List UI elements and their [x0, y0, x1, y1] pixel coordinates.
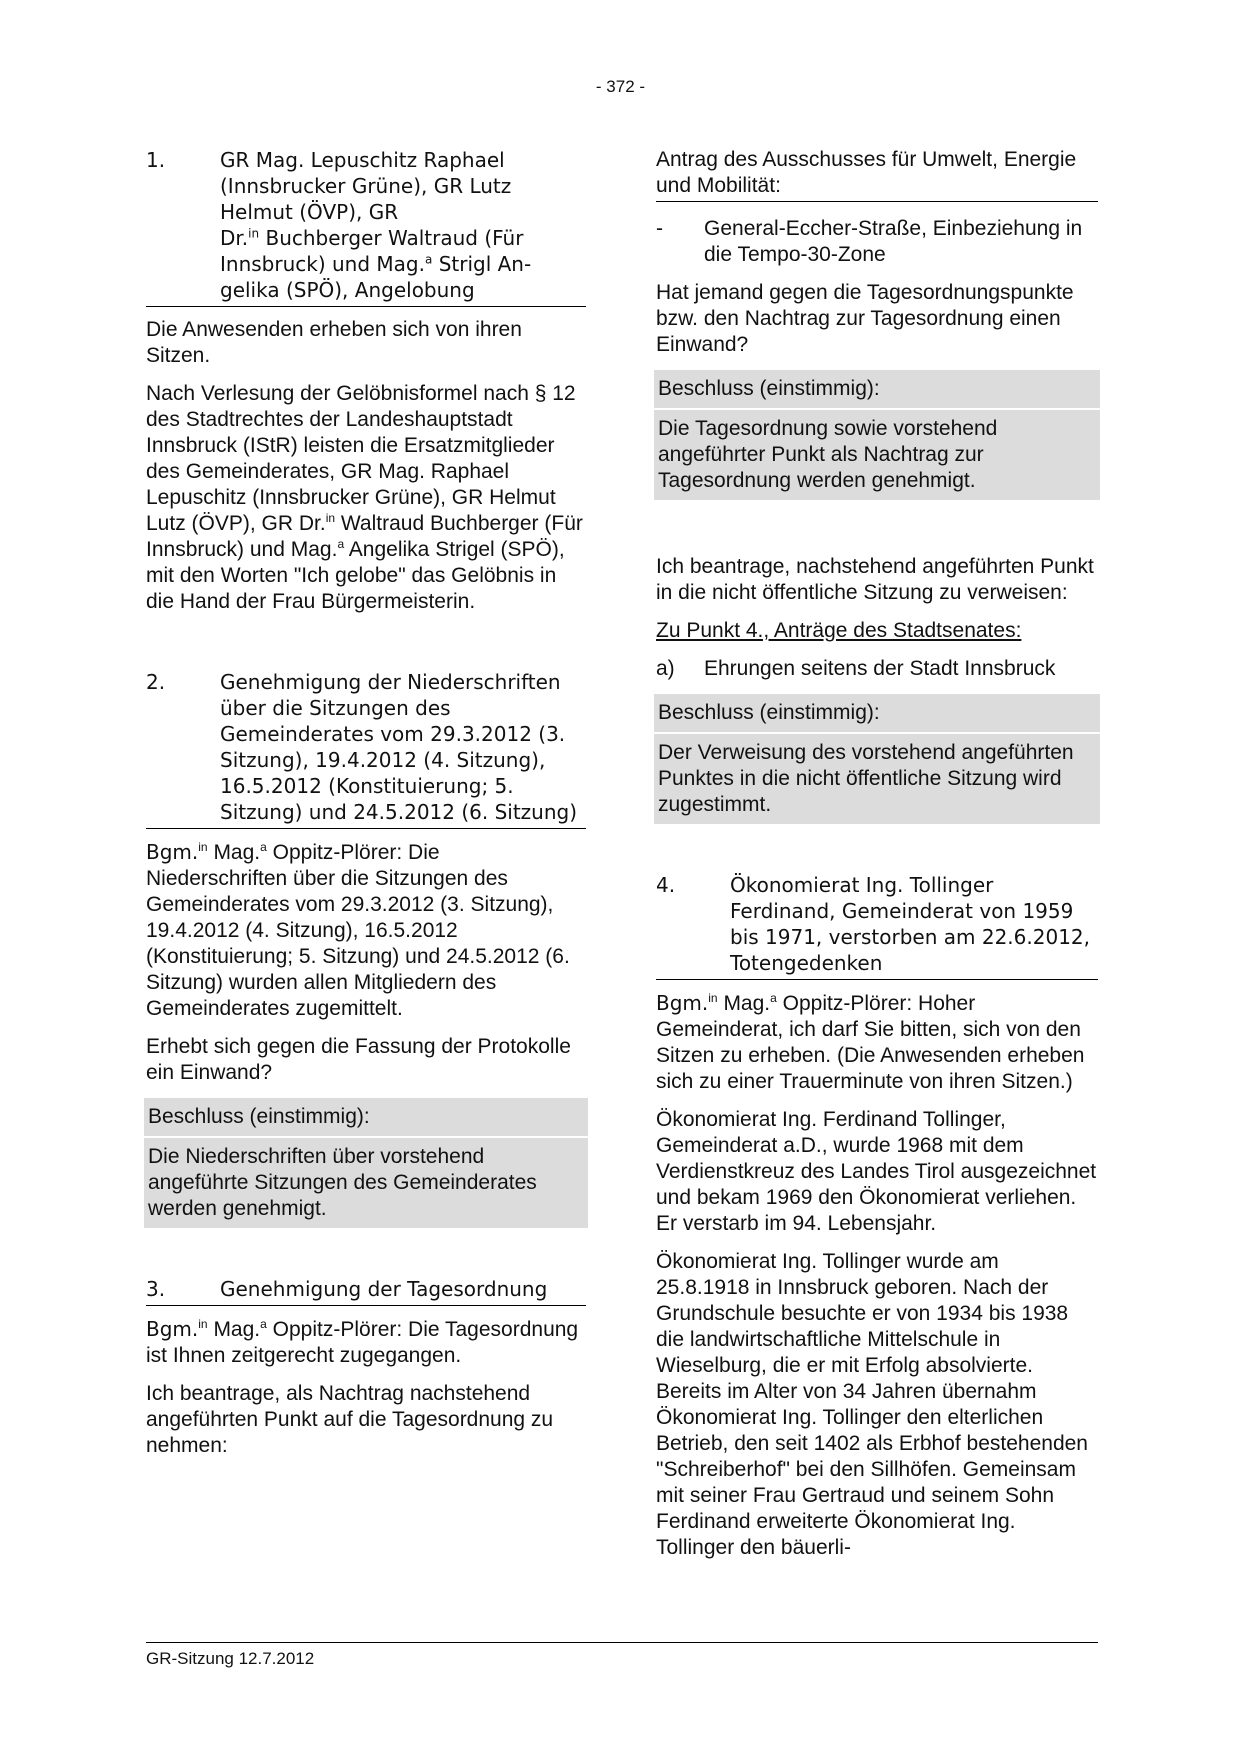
dash-item-text: General-Eccher-Straße, Einbeziehung in die Tempo-30-Zone: [704, 217, 1083, 266]
antrag-heading: Antrag des Ausschusses für Umwelt, Energie und Mobilität:: [656, 147, 1098, 202]
resolution-box: [656, 694, 1098, 824]
item-4-title: Ökonomierat Ing. Tollinger Ferdinand, Gemeinderat von 1959 bis 1971, verstorben am 22.6.2012, Totengedenken: [730, 873, 1090, 975]
item-2-heading: [146, 669, 586, 829]
paragraph-nachtrag: Ich beantrage, als Nachtrag nachstehend angeführten Punkt auf die Tagesordnung zu nehmen:: [146, 1382, 554, 1457]
heading-line: Buchberger Waltraud (Für: [259, 226, 524, 250]
text-run: Mag.: [207, 1318, 261, 1341]
dash-item: [656, 216, 1098, 268]
heading-line: Dr.: [220, 226, 249, 250]
footer-session: GR-Sitzung 12.7.2012: [146, 1649, 315, 1668]
paragraph-tagesordnung: [146, 1316, 586, 1369]
text-run: Bgm.: [146, 840, 199, 864]
superscript: a: [424, 252, 433, 267]
text-run: Bgm.: [656, 991, 709, 1015]
resolution-text: Die Niederschriften über vorstehend angeführte Sitzungen des Gemeinderates werden genehmigt.: [144, 1136, 588, 1228]
item-number: 1.: [146, 148, 166, 172]
text-run: Oppitz-Plörer: Die Niederschriften über die Sitzungen des Gemeinderates vom 29.3.2012 (3. Sitzung), 19.4.2012 (4. Sitzung), 16.5.2012 (Konstituierung; 5. Sitzung) und 24.5.2012 (6. Sitzung) wurden allen Mitgliedern des Gemeinderates zugemittelt.: [146, 841, 570, 1020]
text-run: Waltraud Buchberger (Für Innsbruck) und Mag.: [146, 512, 583, 561]
heading-line: Innsbruck) und Mag.: [220, 252, 425, 276]
item-1-heading: [146, 147, 586, 307]
paragraph-einwand-right: Hat jemand gegen die Tagesordnungspunkte bzw. den Nachtrag zur Tagesordnung einen Einwand?: [656, 281, 1074, 356]
superscript: a: [337, 537, 345, 551]
left-column: [146, 147, 586, 1471]
item-3-heading: [146, 1276, 586, 1306]
item-number: 4.: [656, 873, 676, 897]
text-run: Oppitz-Plörer: Die Tagesordnung ist Ihnen zeitgerecht zugegangen.: [146, 1318, 579, 1367]
right-column: [656, 147, 1098, 1573]
resolution-label: Beschluss (einstimmig):: [654, 694, 1100, 732]
resolution-text: Die Tagesordnung sowie vorstehend angeführter Punkt als Nachtrag zur Tagesordnung werden genehmigt.: [654, 408, 1100, 500]
dash-marker: -: [656, 217, 663, 240]
resolution-box: [146, 1098, 586, 1228]
resolution-text: Der Verweisung des vorstehend angeführten Punktes in die nicht öffentliche Sitzung wird zugestimmt.: [654, 732, 1100, 824]
item-2-title: Genehmigung der Niederschriften über die Sitzungen des Gemeinderates vom 29.3.2012 (3. Sitzung), 19.4.2012 (4. Sitzung), 16.5.2012 (Konstituierung; 5. Sitzung) und 24.5.2012 (6. Sitzung): [220, 670, 578, 824]
resolution-label: Beschluss (einstimmig):: [654, 370, 1100, 408]
resolution-label: Beschluss (einstimmig):: [144, 1098, 588, 1136]
paragraph-verweisen: Ich beantrage, nachstehend angeführten Punkt in die nicht öffentliche Sitzung zu verweisen:: [656, 555, 1094, 604]
item-3-title: Genehmigung der Tagesordnung: [220, 1277, 548, 1301]
superscript: in: [248, 226, 260, 241]
text-run: Mag.: [717, 992, 771, 1015]
superscript: in: [325, 511, 336, 525]
superscript: a: [260, 840, 267, 854]
a-item: [656, 656, 1098, 682]
text-run: Angelika Strigel (SPÖ), mit den Worten "Ich gelobe" das Gelöbnis in die Hand der Frau Bürgermeisterin.: [146, 538, 565, 613]
paragraph-einwand: Erhebt sich gegen die Fassung der Protokolle ein Einwand?: [146, 1035, 571, 1084]
text-run: Bgm.: [146, 1317, 199, 1341]
paragraph-trauerminute: [656, 990, 1098, 1095]
paragraph-geloebnis: [146, 381, 586, 615]
item-4-heading: [656, 872, 1098, 980]
item-1-title: [220, 147, 586, 303]
superscript: a: [770, 991, 777, 1005]
superscript: in: [198, 840, 208, 854]
heading-line: gelika (SPÖ), Angelobung: [220, 278, 475, 302]
a-item-text: Ehrungen seitens der Stadt Innsbruck: [704, 657, 1056, 680]
resolution-box: [656, 370, 1098, 500]
paragraph-verdienstkreuz: Ökonomierat Ing. Ferdinand Tollinger, Gemeinderat a.D., wurde 1968 mit dem Verdienstkreuz des Landes Tirol ausgezeichnet und bekam 1969 den Ökonomierat verliehen. Er verstarb im 94. Lebensjahr.: [656, 1108, 1097, 1235]
heading-line: GR Mag. Lepuschitz Raphael: [220, 148, 505, 172]
heading-line: (Innsbrucker Grüne), GR Lutz: [220, 174, 512, 198]
superscript: a: [260, 1317, 267, 1331]
paragraph-anwesenden: Die Anwesenden erheben sich von ihren Sitzen.: [146, 318, 522, 367]
superscript: in: [198, 1317, 208, 1331]
superscript: in: [708, 991, 718, 1005]
footer-divider: [146, 1642, 1098, 1643]
paragraph-niederschriften: [146, 839, 586, 1022]
text-run: Mag.: [207, 841, 261, 864]
zu-punkt-heading: Zu Punkt 4., Anträge des Stadtsenates:: [656, 619, 1022, 642]
heading-line: Strigl An-: [432, 252, 532, 276]
text-run: Nach Verlesung der Gelöbnisformel nach § 12 des Stadtrechtes der Landeshauptstadt Innsbruck (IStR) leisten die Ersatzmitglieder des Gemeinderates, GR Mag. Raphael Lepuschitz (Innsbrucker Grüne), GR Helmut Lutz (ÖVP), GR Dr.: [146, 382, 576, 535]
item-number: 3.: [146, 1277, 166, 1301]
heading-line: Helmut (ÖVP), GR: [220, 200, 399, 224]
text-run: Oppitz-Plörer: Hoher Gemeinderat, ich darf Sie bitten, sich von den Sitzen zu erheben. (Die Anwesenden erheben sich zu einer Trauerminute von ihren Sitzen.): [656, 992, 1085, 1093]
item-number: 2.: [146, 670, 166, 694]
page-number: - 372 -: [595, 77, 646, 96]
a-marker: a): [656, 657, 675, 680]
paragraph-biografie: Ökonomierat Ing. Tollinger wurde am 25.8.1918 in Innsbruck geboren. Nach der Grundschule besuchte er von 1934 bis 1938 die landwirtschaftliche Mittelschule in Wieselburg, die er mit Erfolg absolvierte. Bereits im Alter von 34 Jahren übernahm Ökonomierat Ing. Tollinger den elterlichen Betrieb, den seit 1402 als Erbhof bestehenden "Schreiberhof" bei den Sillhöfen. Gemeinsam mit seiner Frau Gertraud und seinem Sohn Ferdinand erweiterte Ökonomierat Ing. Tollinger den bäuerli-: [656, 1250, 1088, 1559]
